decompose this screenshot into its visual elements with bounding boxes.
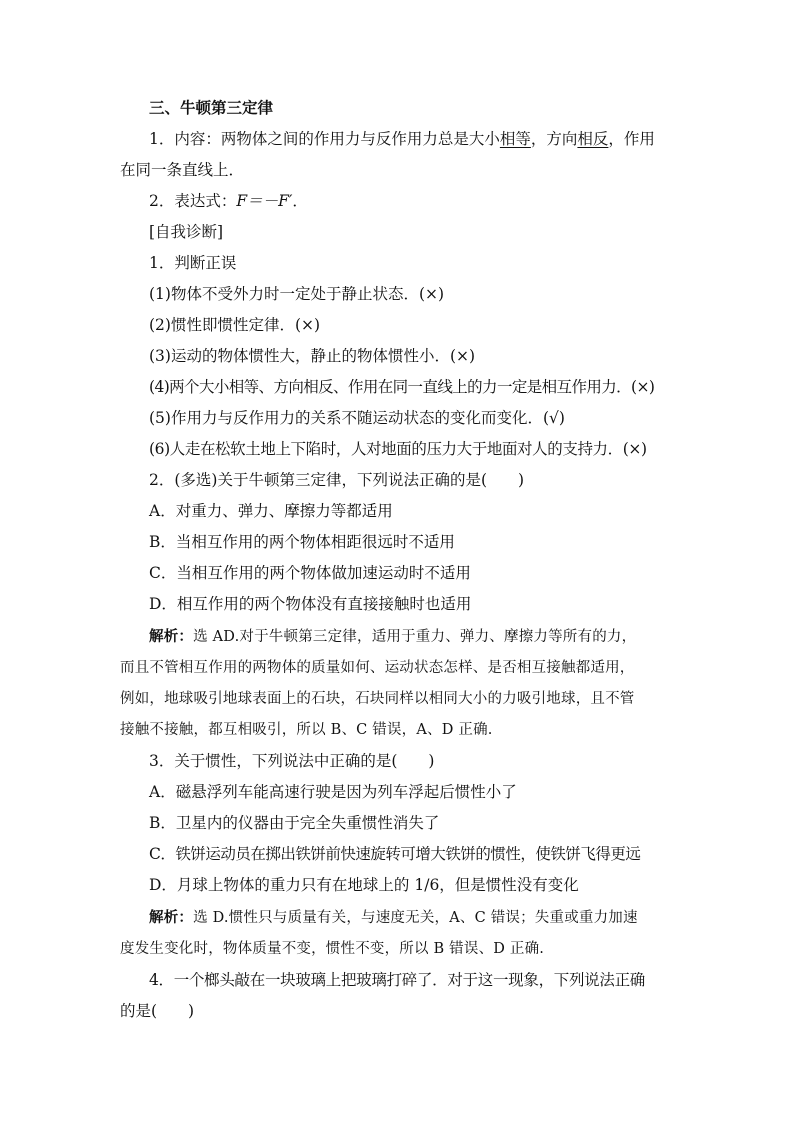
- q2-analysis-line: 例如，地球吸引地球表面上的石块，石块同样以相同大小的力吸引地球，且不管: [120, 691, 635, 707]
- answer-term-opposite: 相反: [577, 130, 609, 148]
- content-line-1: [149, 129, 655, 149]
- expression-suffix: ．: [292, 192, 308, 210]
- q3-option-b: B．卫星内的仪器由于完全失重惯性消失了: [149, 814, 440, 832]
- q2-analysis-line: 而且不管相互作用的两物体的质量如何、运动状态怎样、是否相互接触都适用，: [120, 660, 635, 676]
- q3-option-c: C．铁饼运动员在掷出铁饼前快速旋转可增大铁饼的惯性，使铁饼飞得更远: [149, 845, 641, 863]
- q4-stem-line-2: 的是( ): [120, 1002, 195, 1020]
- answer-term-equal: 相等: [499, 130, 531, 148]
- content-prefix: 1．内容：两物体之间的作用力与反作用力总是大小: [149, 130, 500, 148]
- q4-stem-line-1: 4．一个榔头敲在一块玻璃上把玻璃打碎了．对于这一现象，下列说法正确: [149, 971, 645, 989]
- judgment-item: (1)物体不受外力时一定处于静止状态．(×): [149, 285, 445, 303]
- expression-prefix: 2．表达式：: [149, 192, 237, 210]
- judgment-item: (3)运动的物体惯性大，静止的物体惯性小．(×): [149, 347, 476, 365]
- q2-option-a: A．对重力、弹力、摩擦力等都适用: [149, 502, 393, 520]
- section-heading: 三、牛顿第三定律: [149, 99, 274, 117]
- q2-option-c: C．当相互作用的两个物体做加速运动时不适用: [149, 564, 471, 582]
- judgment-item: (5)作用力与反作用力的关系不随运动状态的变化而变化．(√): [149, 409, 565, 427]
- content-line-2: 在同一条直线上．: [120, 161, 245, 179]
- q2-stem: 2．(多选)关于牛顿第三定律，下列说法正确的是( ): [149, 471, 525, 489]
- q3-option-a: A．磁悬浮列车能高速行驶是因为列车浮起后惯性小了: [149, 783, 517, 801]
- q2-option-b: B．当相互作用的两个物体相距很远时不适用: [149, 533, 455, 551]
- q1-title: 1．判断正误: [149, 254, 237, 272]
- judgment-item: (6)人走在松软土地上下陷时，人对地面的压力大于地面对人的支持力．(×): [149, 440, 647, 458]
- judgment-item: (2)惯性即惯性定律．(×): [149, 316, 321, 334]
- q3-option-d: D．月球上物体的重力只有在地球上的 1/6，但是惯性没有变化: [149, 876, 579, 894]
- analysis-text: 选 AD.对于牛顿第三定律，适用于重力、弹力、摩擦力等所有的力，: [193, 629, 637, 645]
- expression-formula: F＝－F′: [236, 192, 293, 210]
- q3-stem: 3．关于惯性，下列说法中正确的是( ): [149, 752, 435, 770]
- content-mid: ，方向: [530, 130, 578, 148]
- q2-analysis-line: [149, 627, 636, 647]
- analysis-label: 解析：: [149, 629, 194, 645]
- analysis-label: 解析：: [149, 910, 194, 926]
- q3-analysis-line: 度发生变化时，物体质量不变，惯性不变，所以 B 错误、D 正确.: [120, 941, 545, 957]
- content-suffix: ，作用: [608, 130, 655, 148]
- judgment-item: (4)两个大小相等、方向相反、作用在同一直线上的力一定是相互作用力．(×): [149, 378, 655, 396]
- q2-analysis-line: 接触不接触，都互相吸引，所以 B、C 错误，A、D 正确.: [120, 722, 493, 738]
- self-diagnosis-label: [自我诊断]: [149, 223, 224, 241]
- q2-option-d: D．相互作用的两个物体没有直接接触时也适用: [149, 595, 472, 613]
- analysis-text: 选 D.惯性只与质量有关，与速度无关，A、C 错误；失重或重力加速: [193, 910, 638, 926]
- q3-analysis-line: [149, 908, 638, 928]
- expression-line: [149, 191, 308, 211]
